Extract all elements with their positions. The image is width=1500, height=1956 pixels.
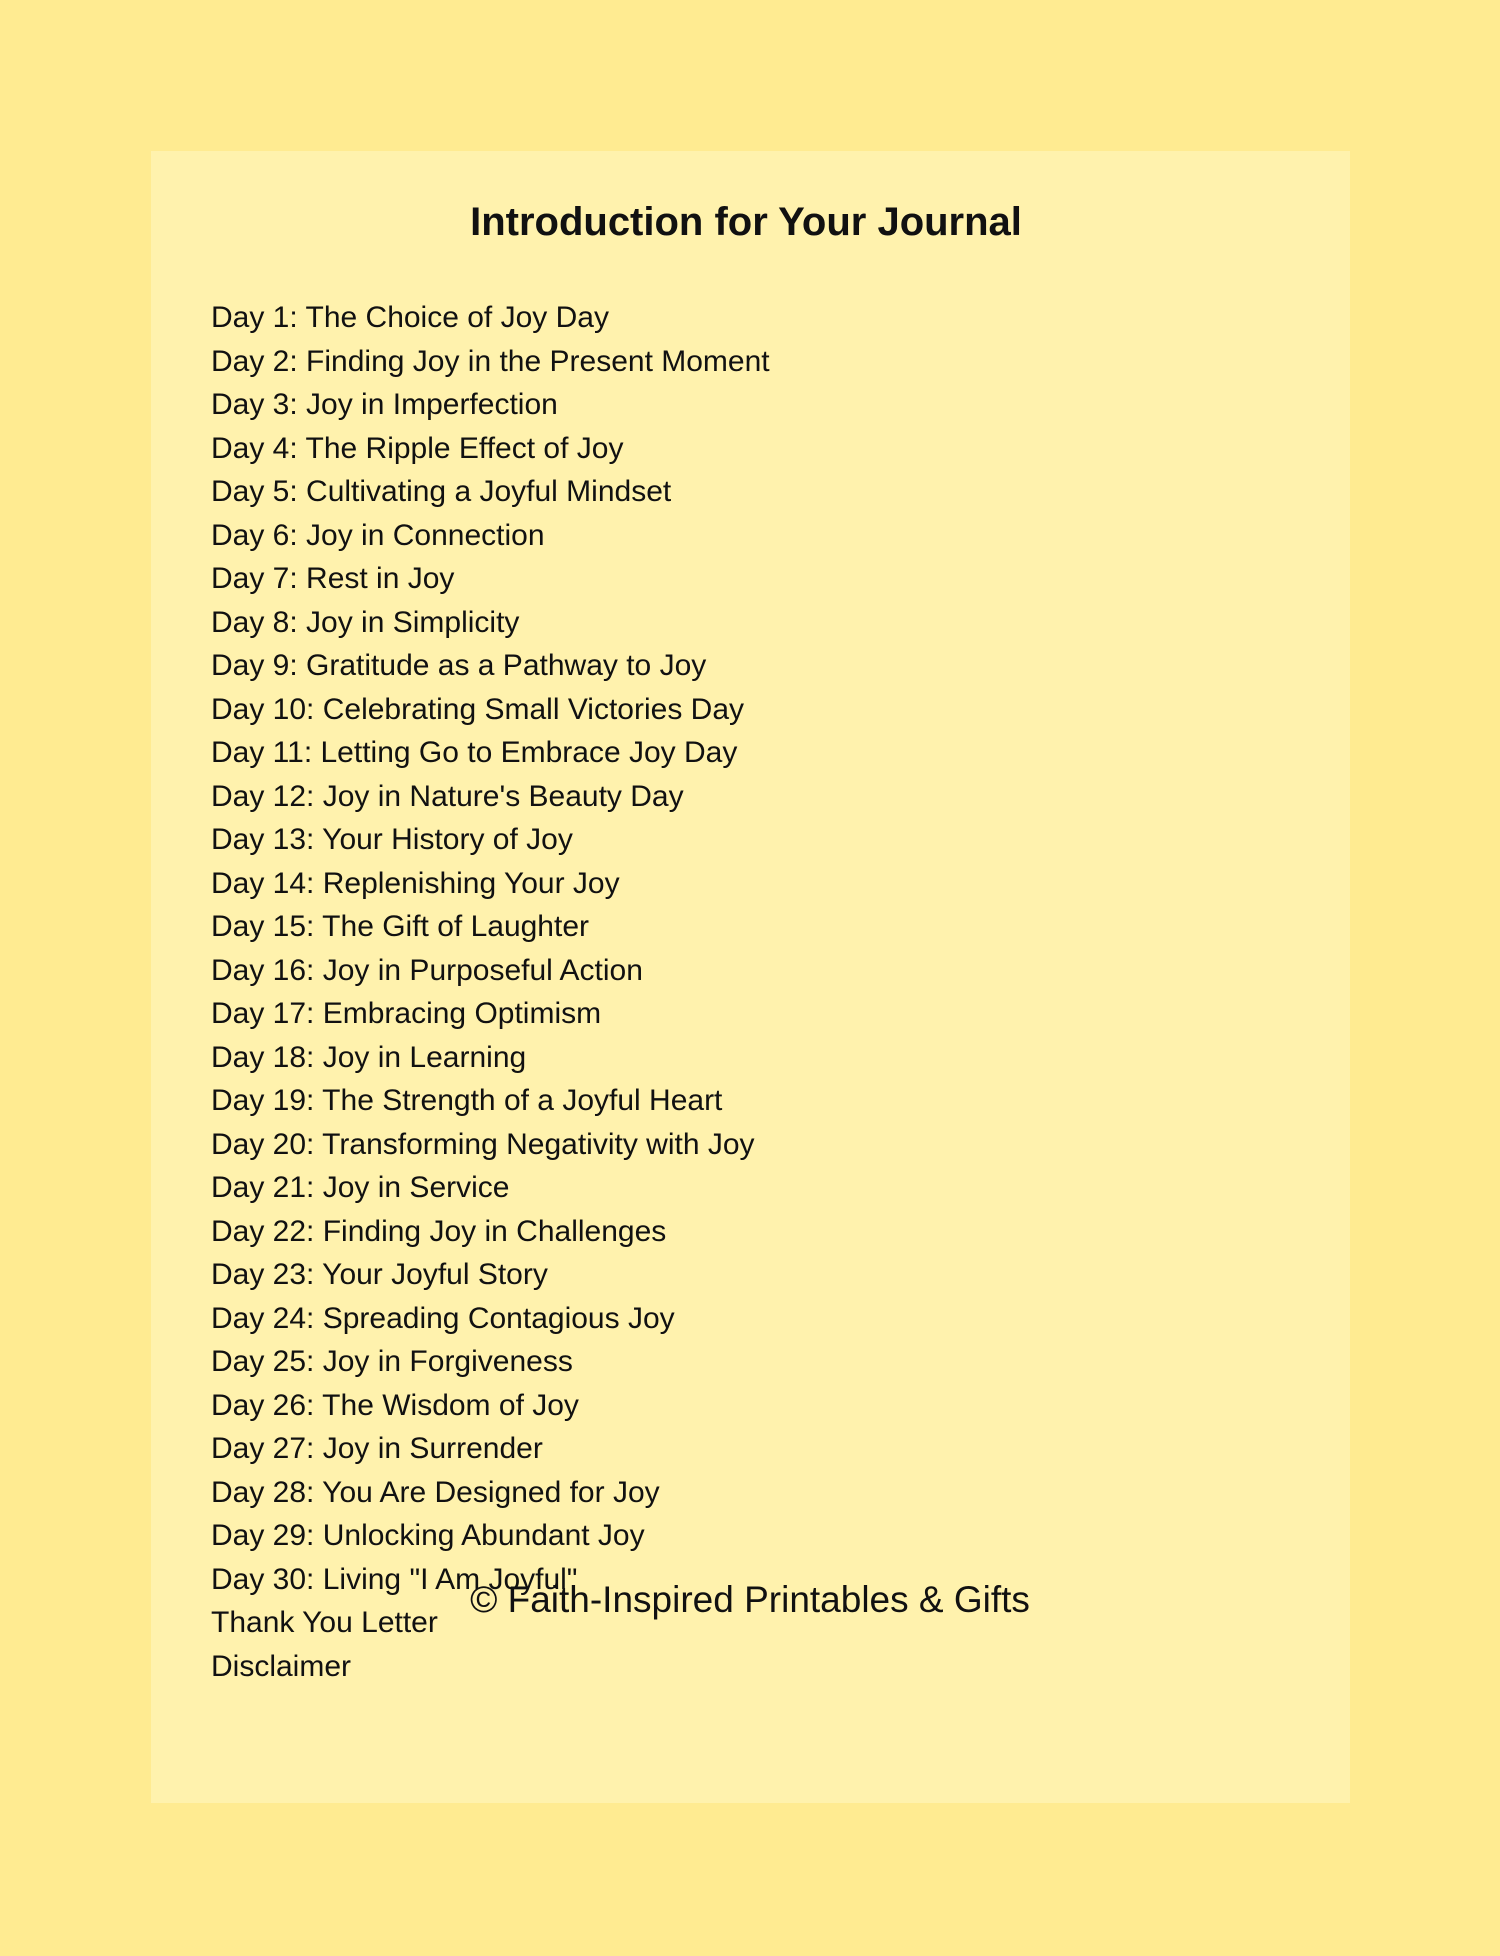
- list-item: Day 21: Joy in Service: [211, 1171, 510, 1204]
- list-item: Day 19: The Strength of a Joyful Heart: [211, 1084, 723, 1117]
- list-item: Day 11: Letting Go to Embrace Joy Day: [211, 736, 738, 769]
- list-item: Day 17: Embracing Optimism: [211, 997, 602, 1030]
- list-item: Day 13: Your History of Joy: [211, 823, 573, 856]
- list-item: Day 9: Gratitude as a Pathway to Joy: [211, 649, 707, 682]
- list-item: Day 14: Replenishing Your Joy: [211, 866, 620, 900]
- list-item: Disclaimer: [211, 1649, 352, 1683]
- list-item: Day 6: Joy in Connection: [211, 518, 545, 552]
- list-item: Day 12: Joy in Nature's Beauty Day: [211, 779, 684, 813]
- list-item: Day 30: Living "I Am Joyful": [211, 1562, 578, 1596]
- list-item: Day 23: Your Joyful Story: [211, 1258, 548, 1291]
- table-of-contents: [211, 296, 770, 1688]
- list-item: Thank You Letter: [211, 1606, 438, 1639]
- list-item: Day 28: You Are Designed for Joy: [211, 1475, 660, 1509]
- list-item: Day 26: The Wisdom of Joy: [211, 1388, 579, 1422]
- list-item: Day 7: Rest in Joy: [211, 562, 455, 595]
- list-item: Day 15: The Gift of Laughter: [211, 910, 590, 943]
- list-item: Day 16: Joy in Purposeful Action: [211, 953, 643, 987]
- list-item: Day 2: Finding Joy in the Present Moment: [211, 344, 770, 378]
- copyright-footer: © Faith-Inspired Printables & Gifts: [470, 1579, 1030, 1620]
- page-title: Introduction for Your Journal: [470, 200, 1022, 244]
- list-item: Day 27: Joy in Surrender: [211, 1432, 543, 1465]
- list-item: Day 20: Transforming Negativity with Joy: [211, 1127, 755, 1161]
- list-item: Day 10: Celebrating Small Victories Day: [211, 692, 745, 726]
- list-item: Day 24: Spreading Contagious Joy: [211, 1301, 675, 1335]
- list-item: Day 4: The Ripple Effect of Joy: [211, 431, 624, 465]
- list-item: Day 5: Cultivating a Joyful Mindset: [211, 475, 672, 508]
- content-panel: [151, 151, 1350, 1803]
- list-item: Day 18: Joy in Learning: [211, 1040, 527, 1074]
- list-item: Day 1: The Choice of Joy Day: [211, 301, 609, 334]
- list-item: Day 29: Unlocking Abundant Joy: [211, 1519, 645, 1552]
- list-item: Day 8: Joy in Simplicity: [211, 605, 520, 639]
- list-item: Day 22: Finding Joy in Challenges: [211, 1214, 667, 1248]
- list-item: Day 3: Joy in Imperfection: [211, 388, 558, 421]
- list-item: Day 25: Joy in Forgiveness: [211, 1345, 573, 1378]
